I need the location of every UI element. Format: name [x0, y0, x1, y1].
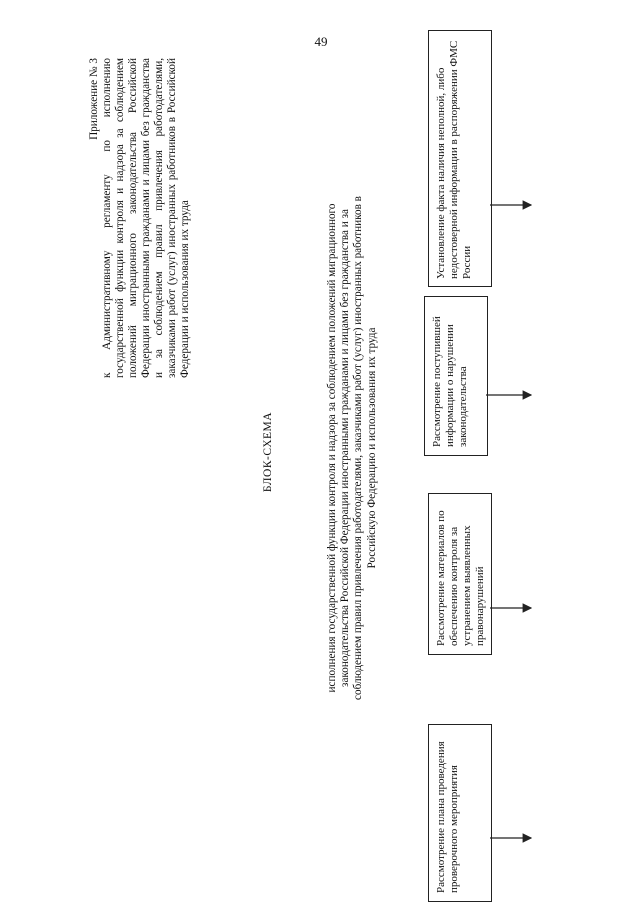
appendix-text: к Административному регламенту по исполнению государственной функции контроля и надзора за соблюдением положений миграционного законодательства Российской Федерации иностранными гражданами и лицами без гражданства и за соблюдением правил привлечения работодателями, заказчиками работ (услуг) иностранных работников в Российской Федерации и использования их труда [101, 58, 191, 378]
flow-box-label: Рассмотрение материалов по обеспечению контроля за устранением выявленных правонарушений [435, 510, 486, 646]
page-number: 49 [314, 34, 328, 49]
scheme-subtitle: исполнения государственной функции контроля и надзора за соблюдением положений миграционного законодательства Российской Федерации иностранными гражданами и лицами без гражданства и за соблюдением правил привлечения работодателями, заказчиками работ (услуг) иностранных работников в Российскую Федерацию и использования их труда [326, 196, 378, 700]
flow-box-label: Рассмотрение поступившей информации о нарушении законодательства [431, 316, 469, 447]
appendix-header: Приложение № 3 [88, 58, 100, 140]
flow-box-label: Установление факта наличия неполной, либо недостоверной информации в распоряжении ФМС России [435, 40, 473, 279]
flow-box-label: Рассмотрение плана проведения проверочного мероприятия [435, 741, 460, 893]
scheme-title: БЛОК-СХЕМА [262, 411, 274, 493]
